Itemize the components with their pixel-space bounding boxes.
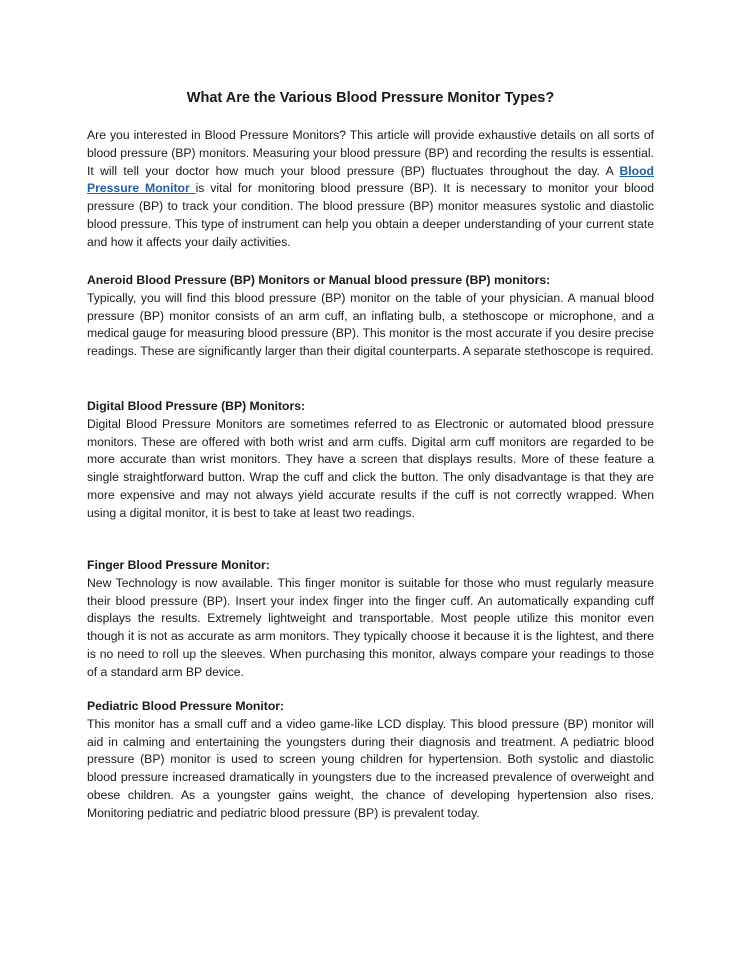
section-body-digital: Digital Blood Pressure Monitors are sometimes referred to as Electronic or automated blood pressure monitors. These are offered with both wrist and arm cuffs. Digital arm cuff monitors are regarded to be more accurate than wrist monitors. They have a screen that displays results. More of these feature a single straightforward button. Wrap the cuff and click the button. The only disadvantage is that they are more expensive and may not always yield accurate results if the cuff is not correctly wrapped. When using a digital monitor, it is best to take at least two readings.: [87, 416, 654, 520]
intro-paragraph: [87, 127, 654, 252]
section-digital: [87, 398, 654, 523]
section-heading-pediatric: Pediatric Blood Pressure Monitor:: [87, 699, 285, 713]
section-heading-digital: Digital Blood Pressure (BP) Monitors:: [87, 399, 306, 413]
section-heading-aneroid: Aneroid Blood Pressure (BP) Monitors or Manual blood pressure (BP) monitors:: [87, 273, 551, 287]
intro-text-before-link: Are you interested in Blood Pressure Monitors? This article will provide exhaustive details on all sorts of blood pressure (BP) monitors. Measuring your blood pressure (BP) and recording the results is essential. It will tell your doctor how much your blood pressure (BP) fluctuates throughout the day. A: [87, 128, 654, 178]
section-finger: [87, 557, 654, 682]
page-title: What Are the Various Blood Pressure Monitor Types?: [186, 90, 555, 106]
section-body-pediatric: This monitor has a small cuff and a video game-like LCD display. This blood pressure (BP) monitor will aid in calming and entertaining the youngsters during their diagnosis and treatment. A pediatric blood pressure (BP) monitor is used to screen young children for hypertension. Both systolic and diastolic blood pressure increased dramatically in youngsters due to the increased prevalence of overweight and obese children. As a youngster gains weight, the chance of developing hypertension also rises. Monitoring pediatric and pediatric blood pressure (BP) is prevalent today.: [87, 716, 654, 820]
section-body-aneroid: Typically, you will find this blood pressure (BP) monitor on the table of your physician. A manual blood pressure (BP) monitor consists of an arm cuff, an inflating bulb, a stethoscope or microphone, and a medical gauge for measuring blood pressure (BP). This monitor is the most accurate if you desire precise readings. These are significantly larger than their digital counterparts. A separate stethoscope is required.: [87, 290, 654, 359]
intro-text-after-link: is vital for monitoring blood pressure (BP). It is necessary to monitor your blood pressure (BP) to track your condition. The blood pressure (BP) monitor measures systolic and diastolic blood pressure. This type of instrument can help you obtain a deeper understanding of your current state and how it affects your daily activities.: [87, 181, 654, 249]
section-heading-finger: Finger Blood Pressure Monitor:: [87, 558, 270, 572]
section-pediatric: [87, 698, 654, 823]
section-aneroid: [87, 272, 654, 361]
blood-pressure-monitor-link[interactable]: Blood Pressure Monitor: [87, 163, 654, 196]
section-body-finger: New Technology is now available. This finger monitor is suitable for those who must regularly measure their blood pressure (BP). Insert your index finger into the finger cuff. An automatically expanding cuff displays the results. Extremely lightweight and transportable. Most people utilize this monitor even though it is not as accurate as arm monitors. They typically choose it because it is the lightest, and there is no need to roll up the sleeves. When purchasing this monitor, always compare your readings to those of a standard arm BP device.: [87, 575, 654, 679]
